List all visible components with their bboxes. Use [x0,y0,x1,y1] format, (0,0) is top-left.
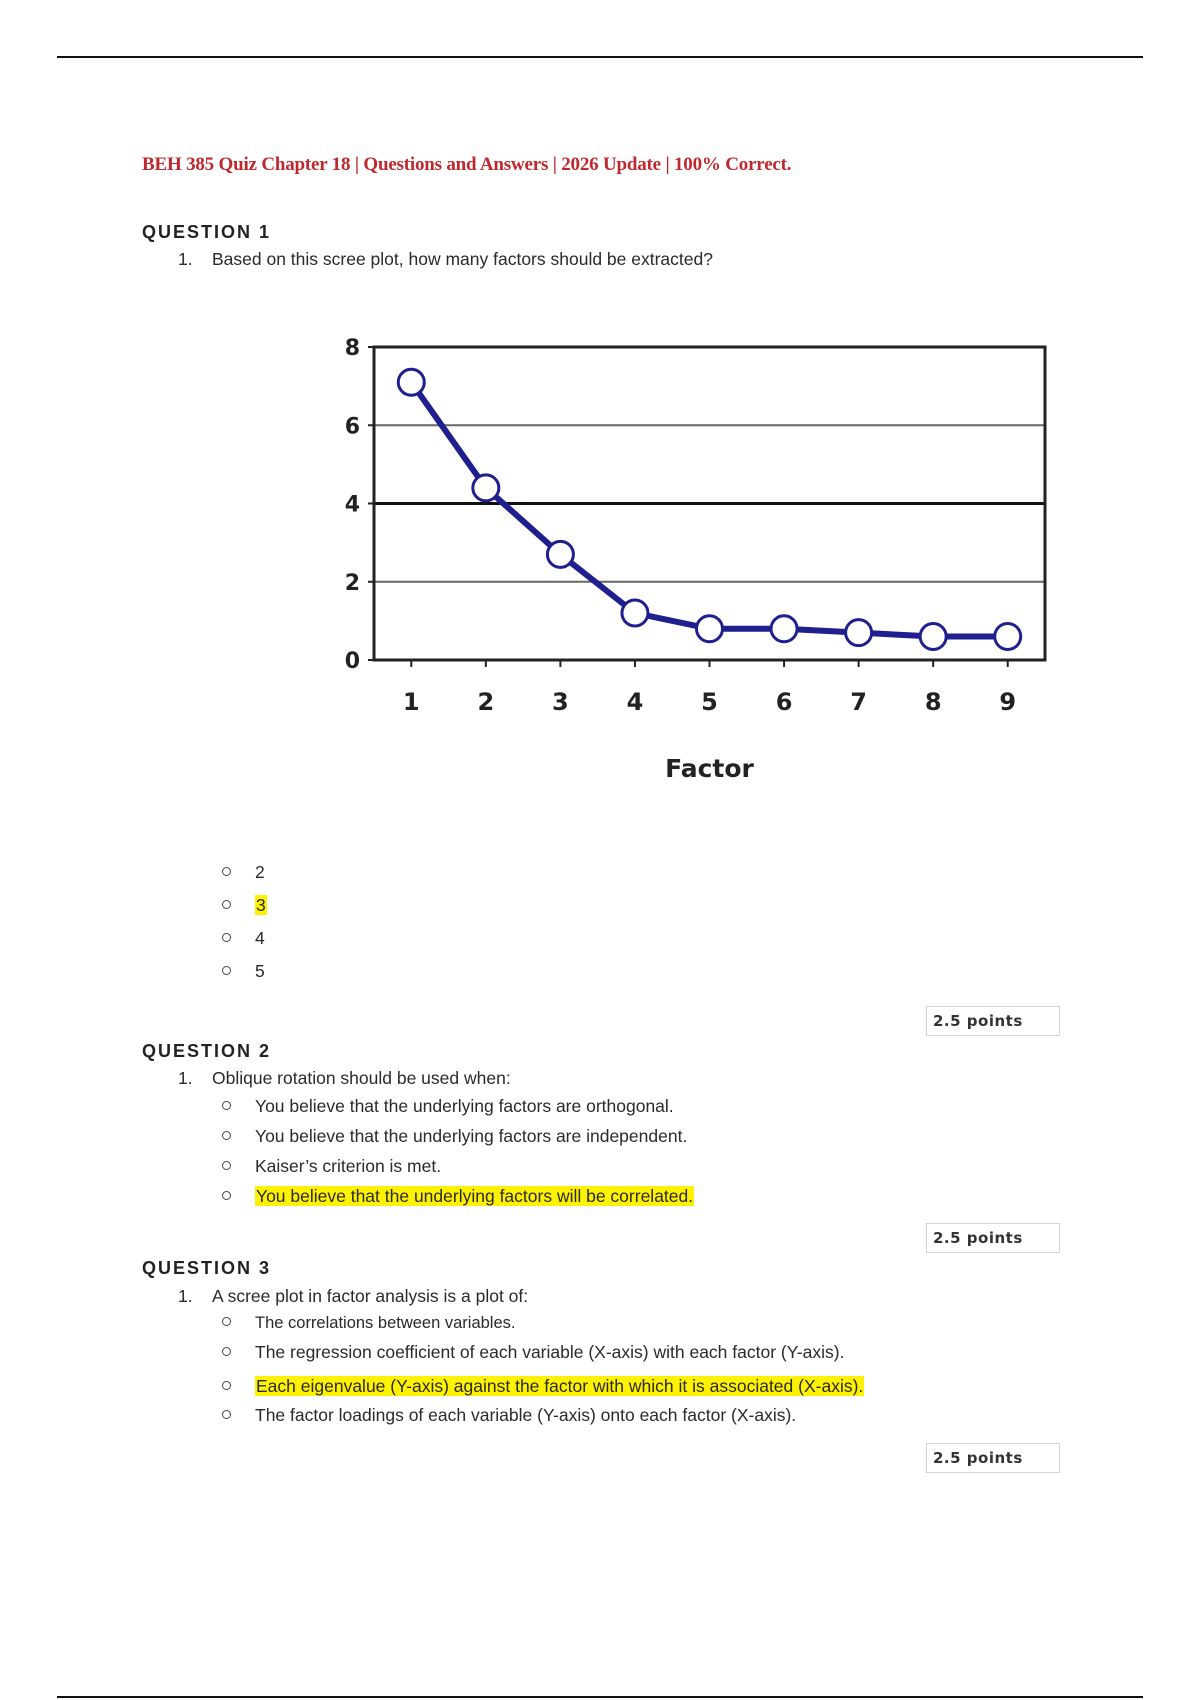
q2-option-a-label: You believe that the underlying factors are orthogonal. [255,1096,674,1116]
radio-bullet-icon[interactable] [222,1410,231,1419]
q2-option-a[interactable] [222,1094,674,1118]
q2-option-c[interactable] [222,1154,441,1178]
q3-option-c[interactable] [222,1374,864,1398]
question-2-number: 1. [178,1068,193,1088]
q1-option-b[interactable] [222,893,267,917]
x-tick-label: 6 [775,688,793,716]
x-tick-label: 2 [477,688,495,716]
question-3-points: 2.5 points [926,1443,1060,1473]
radio-bullet-icon[interactable] [222,933,231,942]
q3-option-a[interactable] [222,1311,515,1335]
question-3-prompt: A scree plot in factor analysis is a plot of: [212,1286,529,1306]
q1-option-d-label: 5 [255,961,265,981]
question-3-text [178,1286,528,1307]
data-point [995,624,1021,650]
question-1-number: 1. [178,249,193,269]
x-tick-label: 9 [999,688,1017,716]
radio-bullet-icon[interactable] [222,1191,231,1200]
q2-option-b-label: You believe that the underlying factors are independent. [255,1126,688,1146]
radio-bullet-icon[interactable] [222,867,231,876]
radio-bullet-icon[interactable] [222,1131,231,1140]
data-point [622,600,648,626]
data-point [547,541,573,567]
q1-option-a[interactable] [222,860,265,884]
radio-bullet-icon[interactable] [222,1317,231,1326]
q2-option-c-label: Kaiser’s criterion is met. [255,1156,442,1176]
radio-bullet-icon[interactable] [222,1101,231,1110]
question-3-heading: QUESTION 3 [142,1258,272,1278]
data-point [846,620,872,646]
q1-option-c[interactable] [222,926,265,950]
q1-option-b-label: 3 [256,895,266,915]
data-point [771,616,797,642]
q1-option-c-label: 4 [255,928,265,948]
question-1-heading: QUESTION 1 [142,222,272,242]
x-tick-label: 1 [402,688,420,716]
question-1-points: 2.5 points [926,1006,1060,1036]
data-point [473,475,499,501]
y-tick-label: 8 [344,336,360,361]
series-line [411,382,1007,636]
radio-bullet-icon[interactable] [222,1381,231,1390]
q3-option-b[interactable] [222,1340,844,1364]
question-2-prompt: Oblique rotation should be used when: [212,1068,511,1088]
radio-bullet-icon[interactable] [222,1161,231,1170]
x-tick-label: 3 [552,688,569,716]
document-title: BEH 385 Quiz Chapter 18 | Questions and Answers | 2026 Update | 100% Correct. [142,154,792,175]
data-point [398,369,424,395]
q3-option-d-label: The factor loadings of each variable (Y-axis) onto each factor (X-axis). [255,1405,797,1425]
bottom-rule [57,1696,1143,1698]
question-2-points: 2.5 points [926,1223,1060,1253]
x-tick-label: 4 [626,688,644,716]
q2-option-b[interactable] [222,1124,687,1148]
q3-option-c-label: Each eigenvalue (Y-axis) against the factor with which it is associated (X-axis). [256,1376,864,1396]
top-rule [57,56,1143,58]
q2-option-d[interactable] [222,1184,694,1208]
q1-option-d[interactable] [222,959,265,983]
y-tick-label: 2 [344,570,360,596]
radio-bullet-icon[interactable] [222,966,231,975]
data-point [697,616,723,642]
q3-option-d[interactable] [222,1403,796,1427]
x-tick-label: 8 [924,688,942,716]
radio-bullet-icon[interactable] [222,900,231,909]
x-tick-label: 5 [701,688,718,716]
radio-bullet-icon[interactable] [222,1347,231,1356]
question-1-prompt: Based on this scree plot, how many factors should be extracted? [212,249,713,269]
q1-option-a-label: 2 [255,862,265,882]
question-1-text [178,249,713,270]
y-tick-label: 4 [344,492,360,518]
q3-option-b-label: The regression coefficient of each variable (X-axis) with each factor (Y-axis). [255,1342,845,1362]
y-tick-label: 6 [344,414,360,440]
y-tick-label: 0 [344,649,360,674]
question-3-number: 1. [178,1286,193,1306]
scree-plot-chart [310,320,1070,790]
q2-option-d-label: You believe that the underlying factors will be correlated. [256,1186,694,1206]
data-point [920,624,946,650]
x-axis-label: Factor [665,754,754,783]
question-2-text [178,1068,511,1089]
question-2-heading: QUESTION 2 [142,1041,272,1061]
q3-option-a-label: The correlations between variables. [255,1314,516,1332]
x-tick-label: 7 [850,688,867,716]
